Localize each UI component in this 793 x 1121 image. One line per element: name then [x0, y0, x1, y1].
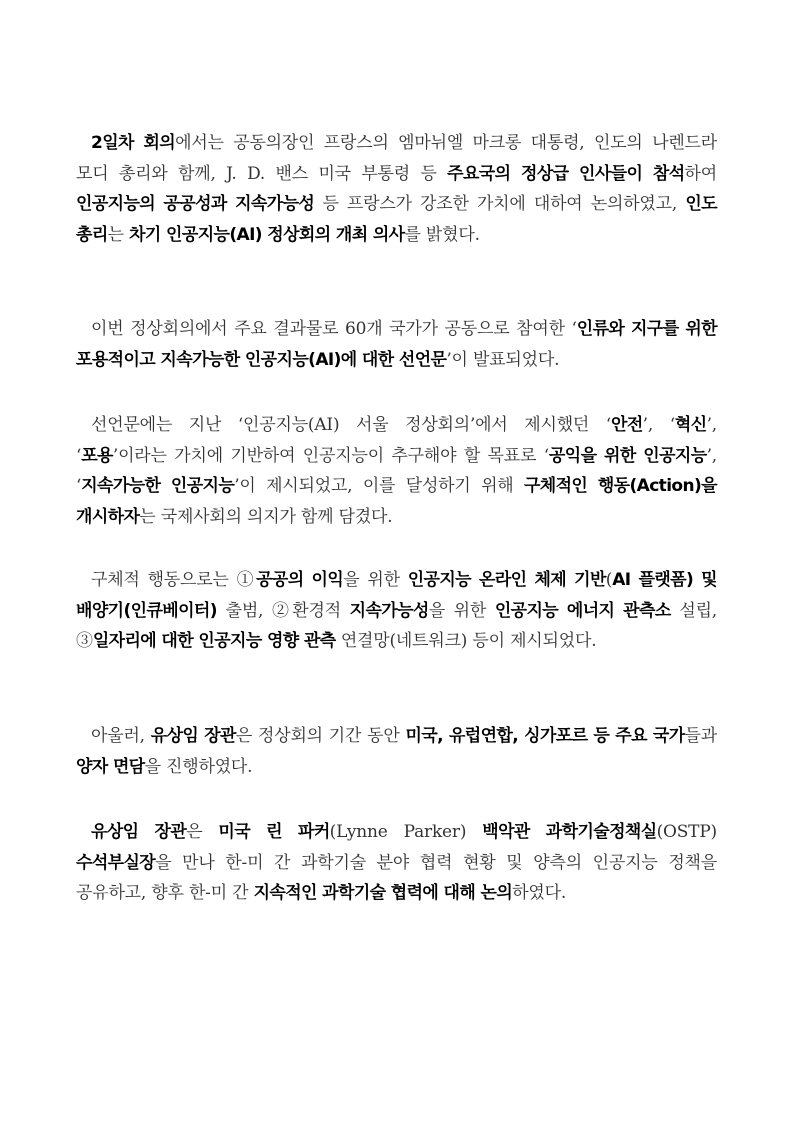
- emphasis-text: 차기 인공지능(AI) 정상회의 개최 의사: [129, 224, 405, 245]
- body-text: ’이라는 가치에 기반하여 인공지능이 추구해야 할 목표로 ‘: [112, 445, 549, 466]
- body-text: ’, ‘: [76, 445, 717, 496]
- body-text: 출범, ②환경적: [216, 600, 350, 621]
- body-text: ’, ‘: [76, 415, 717, 466]
- body-text: ’, ‘: [642, 415, 675, 435]
- body-text: 들과: [684, 726, 717, 746]
- body-text: (OSTP): [656, 822, 717, 842]
- emphasis-text: 주요국의 정상급 인사들이 참석: [447, 163, 685, 184]
- emphasis-text: 구체적인 행동(Action)을 개시하자: [76, 476, 717, 527]
- emphasis-text: 인도 총리: [76, 194, 717, 245]
- body-text: (: [605, 570, 613, 590]
- emphasis-text: 공공의 이익: [256, 570, 344, 590]
- emphasis-text: 인공지능 에너지 관측소: [494, 600, 671, 621]
- emphasis-text: 일자리에 대한 인공지능 영향 관측: [92, 631, 336, 651]
- emphasis-text: 백악관 과학기술정책실: [482, 822, 657, 842]
- body-text: 을 진행하였다.: [144, 756, 253, 777]
- body-text: 이번 정상회의에서 주요 결과물로 60개 국가가 공동으로 참여한 ‘: [91, 319, 577, 339]
- body-text: 을 위한: [343, 570, 408, 590]
- paragraph-day2-meeting: [76, 128, 717, 250]
- body-text: 설립, ③: [76, 600, 717, 651]
- body-text: ’이 발표되었다.: [446, 349, 560, 370]
- body-text: 은 정상회의 기간 동안: [235, 726, 406, 746]
- body-text: (Lynne Parker): [329, 822, 483, 842]
- emphasis-text: 양자 면담: [76, 756, 145, 777]
- body-text: 하여: [684, 163, 717, 184]
- emphasis-text: 인공지능 온라인 체제 기반: [407, 570, 606, 590]
- body-text: 을 위한: [428, 600, 495, 621]
- emphasis-text: 안전: [611, 415, 643, 435]
- emphasis-text: 유상임 장관: [91, 822, 187, 842]
- body-text: 에서는 공동의장인 프랑스의 엠마뉘엘 마크롱 대통령, 인도의 나렌드라 모디 총리와 함께, J. D. 밴스 미국 부통령 등: [76, 133, 717, 184]
- emphasis-text: 인류와 지구를 위한 포용적이고 지속가능한 인공지능(AI)에 대한 선언문: [76, 319, 717, 370]
- emphasis-text: 지속가능성: [349, 600, 429, 621]
- paragraph-concrete-actions: [76, 565, 717, 657]
- body-text: 구체적 행동으로는 ①: [91, 570, 257, 590]
- body-text: 하였다.: [512, 883, 567, 903]
- emphasis-text: 유상임 장관: [150, 726, 236, 746]
- paragraph-bilateral-meetings: [76, 721, 717, 782]
- emphasis-text: 포용: [81, 445, 113, 466]
- body-text: 을 만나 한-미 간 과학기술 분야 협력 현황 및 양측의 인공지능 정책을 공유하고, 향후 한-미 간: [76, 852, 717, 903]
- emphasis-text: 2일차 회의: [91, 133, 176, 153]
- body-text: 연결망(네트워크) 등이 제시되었다.: [335, 631, 597, 651]
- emphasis-text: 공익을 위한 인공지능: [548, 445, 707, 466]
- body-text: 선언문에는 지난 ‘인공지능(AI) 서울 정상회의’에서 제시했던 ‘: [91, 415, 611, 435]
- paragraph-declaration-goals: [76, 410, 717, 532]
- body-text: ’이 제시되었고, 이를 달성하기 위해: [234, 476, 524, 496]
- body-text: 는 국제사회의 의지가 함께 담겼다.: [139, 506, 393, 527]
- emphasis-text: 인공지능의 공공성과 지속가능성: [76, 194, 315, 214]
- body-text: 은: [186, 822, 219, 842]
- emphasis-text: 미국, 유럽연합, 싱가포르 등 주요 국가: [405, 726, 685, 746]
- emphasis-text: 미국 린 파커: [218, 822, 330, 842]
- body-text: 를 밝혔다.: [404, 224, 480, 245]
- body-text: 는: [107, 224, 130, 245]
- emphasis-text: 혁신: [674, 415, 707, 435]
- body-text: 등 프랑스가 강조한 가치에 대하여 논의하였고,: [314, 194, 686, 214]
- paragraph-declaration: [76, 314, 717, 375]
- emphasis-text: 지속가능한 인공지능: [81, 476, 235, 496]
- paragraph-us-meeting: [76, 817, 717, 909]
- emphasis-text: AI 플랫폼) 및 배양기(인큐베이터): [76, 570, 717, 621]
- emphasis-text: 수석부실장: [76, 852, 156, 873]
- body-text: 아울러,: [91, 726, 151, 746]
- emphasis-text: 지속적인 과학기술 협력에 대해 논의: [253, 883, 513, 903]
